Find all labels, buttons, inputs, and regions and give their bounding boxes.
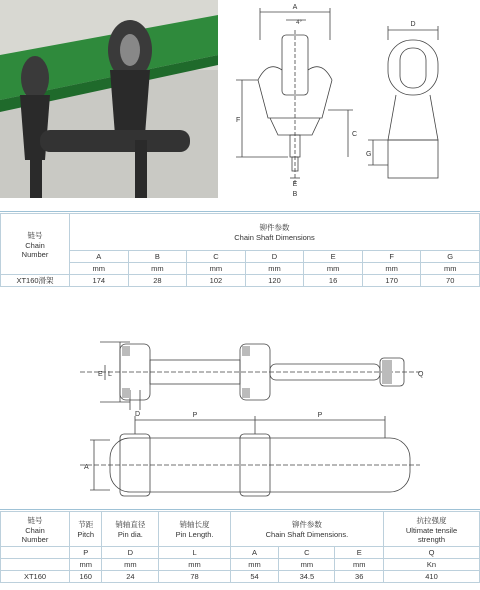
value-cell-2-1: 24 — [102, 571, 159, 583]
table-chain-dimensions — [0, 511, 480, 583]
unit-cell-2-2: mm — [159, 559, 230, 571]
chain-label-en2-2: Number — [21, 534, 49, 544]
dim-e-label: E — [292, 181, 298, 188]
tensile-header — [384, 512, 480, 547]
unit-cell-3: mm — [245, 263, 304, 275]
row-label: XT160滑架 — [1, 275, 70, 287]
table-trolley-dimensions — [0, 213, 480, 287]
pin-dia-header — [102, 512, 159, 547]
dim-q-label: Q — [418, 371, 424, 378]
chain-link-drawing — [60, 330, 440, 500]
group-header-2 — [230, 512, 383, 547]
value-cell-2-4: 34.5 — [279, 571, 335, 583]
tensile-en2: strength — [417, 534, 446, 544]
unit-cell-2-1: mm — [102, 559, 159, 571]
group-cn-2: 铆件参数 — [291, 520, 322, 529]
dim-p-label-1: P — [192, 412, 198, 419]
pin-dia-en: Pin dia. — [117, 530, 143, 539]
dim-a-label: A — [292, 4, 298, 11]
pitch-en: Pitch — [77, 530, 95, 539]
unit-cell-2-3: mm — [230, 559, 279, 571]
dim-e-label-mid: E — [98, 371, 103, 378]
table2-top-rule — [0, 509, 480, 510]
chain-number-header — [1, 214, 70, 275]
pin-len-header — [159, 512, 230, 547]
unit-cell-4: mm — [304, 263, 363, 275]
pin-dia-cn: 销轴直径 — [115, 520, 146, 529]
pin-len-cn: 销轴长度 — [179, 520, 210, 529]
value-cell-0: 174 — [70, 275, 129, 287]
chain-label-en1: Chain — [25, 240, 45, 250]
dim-a-label-mid: A — [84, 464, 89, 471]
col-header-2-1: D — [102, 547, 159, 559]
product-photo — [0, 0, 218, 198]
value-cell-2-2: 78 — [159, 571, 230, 583]
dim-d-label: D — [410, 21, 416, 28]
unit-cell-2-6: Kn — [384, 559, 480, 571]
blank-cell — [1, 547, 70, 559]
unit-cell-1: mm — [128, 263, 187, 275]
value-cell-2-6: 410 — [384, 571, 480, 583]
group-en: Chain Shaft Dimensions — [234, 233, 315, 242]
pitch-header — [70, 512, 102, 547]
col-header-6: G — [421, 251, 480, 263]
row-label-2: XT160 — [1, 571, 70, 583]
unit-cell-2-0: mm — [70, 559, 102, 571]
col-header-2-6: Q — [384, 547, 480, 559]
unit-cell-0: mm — [70, 263, 129, 275]
value-cell-2-3: 54 — [230, 571, 279, 583]
value-cell-2-5: 36 — [335, 571, 384, 583]
dim-b-label: B — [292, 191, 298, 198]
tensile-en1: Ultimate tensile — [405, 525, 458, 535]
group-header — [70, 214, 480, 251]
tensile-cn: 抗拉强度 — [416, 515, 447, 525]
value-cell-1: 28 — [128, 275, 187, 287]
unit-cell-2-5: mm — [335, 559, 384, 571]
dim-d-label-mid: D — [135, 411, 141, 418]
col-header-2-4: C — [279, 547, 335, 559]
col-header-5: F — [362, 251, 421, 263]
group-en-2: Chain Shaft Dimensions. — [265, 530, 349, 539]
group-cn: 铆件参数 — [259, 223, 290, 232]
pitch-cn: 节距 — [78, 520, 94, 529]
col-header-2-0: P — [70, 547, 102, 559]
unit-cell-6: mm — [421, 263, 480, 275]
value-cell-2-0: 160 — [70, 571, 102, 583]
col-header-2-5: E — [335, 547, 384, 559]
col-header-1: B — [128, 251, 187, 263]
col-header-2: C — [187, 251, 246, 263]
dim-l-label: L — [108, 371, 112, 378]
dim-g-label: G — [366, 151, 372, 158]
dim-p-label-2: P — [317, 412, 323, 419]
blank-cell-2 — [1, 559, 70, 571]
table1-top-rule — [0, 211, 480, 212]
dim-f-label: F — [236, 117, 241, 124]
unit-cell-5: mm — [362, 263, 421, 275]
value-cell-5: 170 — [362, 275, 421, 287]
value-cell-6: 70 — [421, 275, 480, 287]
unit-cell-2: mm — [187, 263, 246, 275]
trolley-drawing — [228, 0, 480, 198]
value-cell-4: 16 — [304, 275, 363, 287]
col-header-3: D — [245, 251, 304, 263]
angle-label: 4° — [296, 20, 302, 26]
unit-cell-2-4: mm — [279, 559, 335, 571]
chain-label-cn-2: 链号 — [27, 515, 43, 525]
col-header-2-3: A — [230, 547, 279, 559]
col-header-0: A — [70, 251, 129, 263]
value-cell-3: 120 — [245, 275, 304, 287]
chain-label-cn: 链号 — [27, 230, 43, 240]
col-header-4: E — [304, 251, 363, 263]
value-cell-2: 102 — [187, 275, 246, 287]
chain-label-en2: Number — [21, 249, 49, 259]
col-header-2-2: L — [159, 547, 230, 559]
dim-c-label: C — [352, 131, 358, 138]
pin-len-en: Pin Length. — [175, 530, 214, 539]
chain-number-header-2 — [1, 512, 70, 547]
chain-label-en1-2: Chain — [25, 525, 45, 535]
